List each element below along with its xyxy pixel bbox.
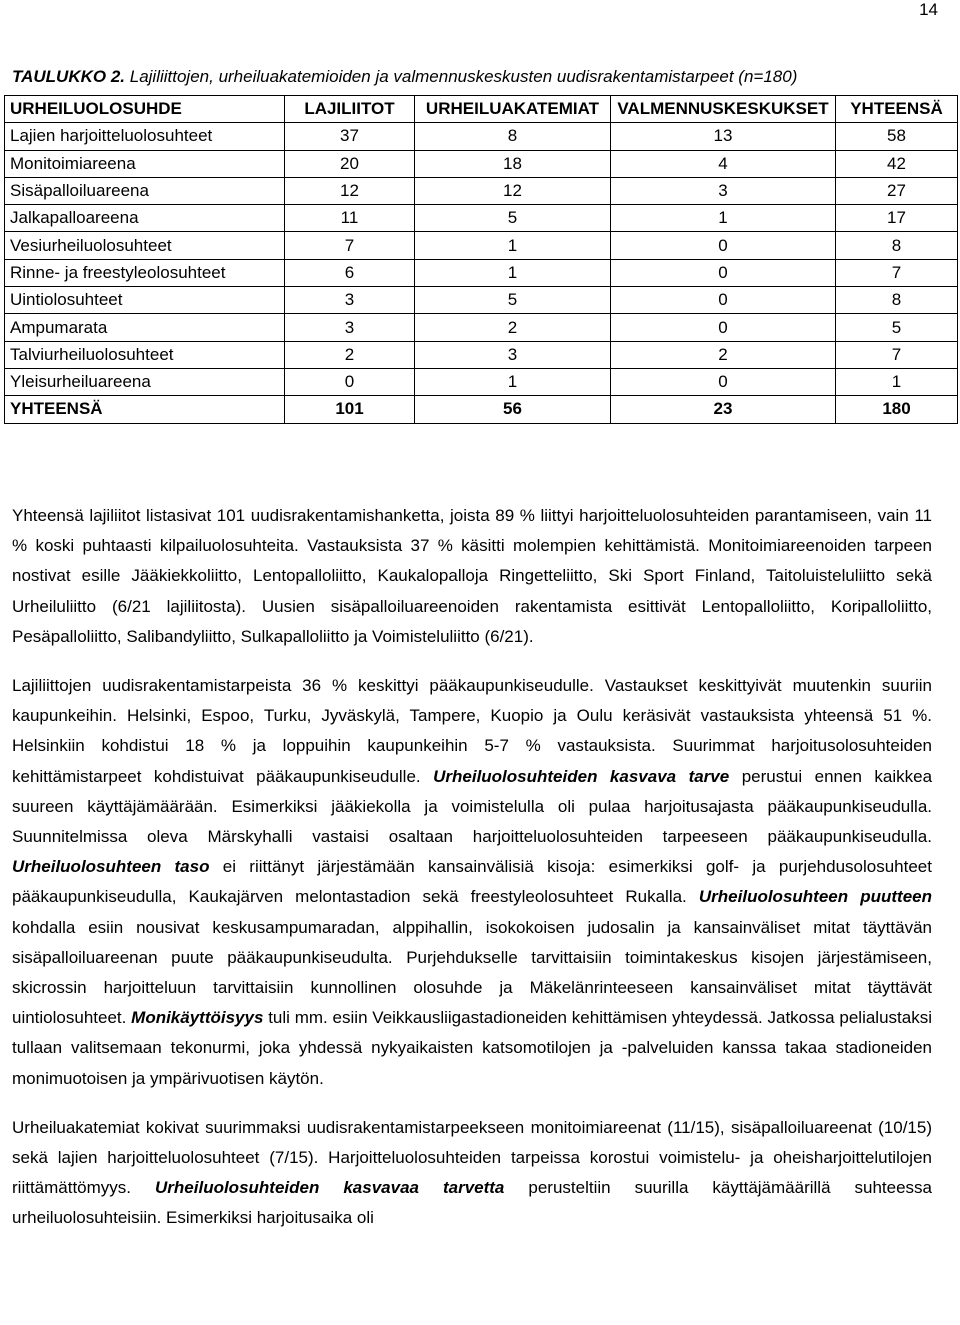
table-caption-text: Lajiliittojen, urheiluakatemioiden ja valmennuskeskusten uudisrakentamistarpeet (n=180) <box>125 67 798 86</box>
table-cell: 6 <box>285 259 415 286</box>
table-row <box>5 232 958 259</box>
row-label: Yleisurheiluareena <box>5 368 285 395</box>
table-cell: 5 <box>415 205 611 232</box>
table-cell: 3 <box>285 287 415 314</box>
table-cell: 37 <box>285 123 415 150</box>
table-cell: 1 <box>415 259 611 286</box>
emphasis-facility-lack: Urheiluolosuhteen puutteen <box>698 887 932 907</box>
table-cell: 8 <box>836 287 958 314</box>
paragraph-1: Yhteensä lajiliitot listasivat 101 uudisrakentamishanketta, joista 89 % liittyi harjoitteluolosuhteiden parantamiseen, vain 11 % koski puhtaasti kilpailuolosuhteita. Vastauksista 37 % käsitti molempien kehittämistä. Monitoimiareenoiden tarpeen nostivat esille Jääkiekkoliitto, Lentopalloliitto, Kaukalopalloja Ringetteliitto, Ski Sport Finland, Taitoluisteluliitto sekä Urheiluliitto (6/21 lajiliitosta). Uusien sisäpalloiluareenoiden rakentamista esittivät Lentopalloliitto, Koripalloliitto, Pesäpalloliitto, Salibandyliitto, Sulkapalloliitto ja Voimisteluliitto (6/21). <box>12 506 932 646</box>
emphasis-growing-need: Urheiluolosuhteiden kasvavaa tarvetta <box>155 1178 505 1198</box>
emphasis-facility-level: Urheiluolosuhteen taso <box>12 857 210 877</box>
paragraph-3-text: Urheiluakatemiat kokivat suurimmaksi uudisrakentamistarpeekseen monitoimiareenat (11/15), sisäpalloiluareenat (10/15) sekä lajien harjoitteluolosuhteet (7/15). Harjoitteluolosuhteiden tarpeissa korostui voimistelu- ja oheisharjoittelutilojen riittämättömyys. <box>12 1117 932 1198</box>
page-number: 14 <box>919 0 938 19</box>
table-cell: 12 <box>285 177 415 204</box>
table-cell: 0 <box>611 314 836 341</box>
table-row <box>5 287 958 314</box>
row-label: Ampumarata <box>5 314 285 341</box>
table-cell: 7 <box>836 341 958 368</box>
table-caption-label: TAULUKKO 2. <box>12 67 126 86</box>
row-label: Sisäpalloiluareena <box>5 177 285 204</box>
table-cell: 4 <box>611 150 836 177</box>
table-cell: 3 <box>415 341 611 368</box>
row-label: Jalkapalloareena <box>5 205 285 232</box>
table-cell: 3 <box>285 314 415 341</box>
paragraph-3-text: perusteltiin suurilla käyttäjämäärillä suhteessa urheiluolosuhteisiin. Esimerkiksi harjoitusaika oli <box>12 1178 933 1228</box>
paragraph-2-text: perustui ennen kaikkea suureen käyttäjämäärään. Esimerkiksi jääkiekolla ja voimistelulla oli pulaa harjoitusajasta pääkaupunkiseudulla. Suunnitelmissa oleva Märskyhalli vastaisi osaltaan harjoitteluolosuhteiden tarpeeseen pääkaupunkiseudulla. <box>12 766 933 847</box>
paragraph-2 <box>12 671 932 1094</box>
table-cell: 1 <box>611 205 836 232</box>
column-header: YHTEENSÄ <box>836 96 958 123</box>
table-cell: 7 <box>285 232 415 259</box>
table-cell: 18 <box>415 150 611 177</box>
table-cell: 0 <box>285 368 415 395</box>
table-cell: 11 <box>285 205 415 232</box>
table-cell: 20 <box>285 150 415 177</box>
table-cell: 42 <box>836 150 958 177</box>
table-cell: 2 <box>285 341 415 368</box>
table-cell: 5 <box>836 314 958 341</box>
total-cell: 23 <box>611 396 836 423</box>
table-cell: 1 <box>836 368 958 395</box>
body-text <box>12 501 932 1234</box>
table-row <box>5 123 958 150</box>
table-cell: 8 <box>836 232 958 259</box>
row-label: Talviurheiluolosuhteet <box>5 341 285 368</box>
paragraph-2-text: ei riittänyt järjestämään kansainvälisiä kisoja: esimerkiksi golf- ja purjehdusolosuhteet pääkaupunkiseudulla, Kaukajärven melontastadion sekä freestyleolosuhteet Rukalla. <box>12 857 932 907</box>
table-cell: 0 <box>611 232 836 259</box>
paragraph-2-text: kohdalla esiin nousivat keskusampumaradan, alppihallin, isokokoisen judosalin ja kansainväliset mitat täyttävän sisäpalloiluareenan puute pääkaupunkiseudulta. Purjehdukselle tarvittaisiin toimintakeskus kisojen järjestämiseen, skicrossin harjoitteluun tarvittaisiin kunnollinen olosuhde ja Mäkelänrinteeseen kansainväliset mitat täyttävät uintiolosuhteet. <box>12 917 932 1028</box>
table-cell: 2 <box>415 314 611 341</box>
emphasis-multi-use: Monikäyttöisyys <box>131 1008 264 1028</box>
column-header: URHEILUAKATEMIAT <box>415 96 611 123</box>
table-cell: 27 <box>836 177 958 204</box>
total-cell: 180 <box>836 396 958 423</box>
total-cell: 101 <box>285 396 415 423</box>
column-header: URHEILUOLOSUHDE <box>5 96 285 123</box>
table-row <box>5 177 958 204</box>
table-row <box>5 368 958 395</box>
table-cell: 13 <box>611 123 836 150</box>
table-cell: 58 <box>836 123 958 150</box>
table-cell: 8 <box>415 123 611 150</box>
row-label: Lajien harjoitteluolosuhteet <box>5 123 285 150</box>
table-cell: 0 <box>611 287 836 314</box>
paragraph-2-text: Lajiliittojen uudisrakentamistarpeista 36 % keskittyi pääkaupunkiseudulle. Vastaukset keskittyivät muutenkin suuriin kaupunkeihin. Helsinki, Espoo, Turku, Jyväskylä, Tampere, Kuopio ja Oulu keräsivät vastauksista yhteensä 51 %. Helsinkiin kohdistui 18 % ja loppuihin kaupunkeihin 5-7 % vastauksista. Suurimmat harjoitusolosuhteiden kehittämistarpeet kohdistuivat pääkaupunkiseudulle. <box>12 676 932 786</box>
table-cell: 1 <box>415 232 611 259</box>
table-cell: 17 <box>836 205 958 232</box>
table-cell: 0 <box>611 368 836 395</box>
table-cell: 1 <box>415 368 611 395</box>
paragraph-2-text: tuli mm. esiin Veikkausliigastadioneiden kehittämisen yhteydessä. Jatkossa pelialustaksi tullaan valitsemaan tekonurmi, joka yhdessä nykyaikaisten katsomotilojen ja -palveluiden kanssa takaa stadioneiden monimuotoisen ja ympärivuotisen käytön. <box>12 1008 932 1088</box>
emphasis-growing-need: Urheiluolosuhteiden kasvava tarve <box>433 766 730 786</box>
facility-needs-table <box>4 95 958 424</box>
table-row <box>5 314 958 341</box>
table-header-row <box>5 96 958 123</box>
table-row <box>5 341 958 368</box>
table-cell: 0 <box>611 259 836 286</box>
table-row <box>5 259 958 286</box>
total-label: YHTEENSÄ <box>5 396 285 423</box>
table-caption <box>12 66 952 88</box>
table-cell: 5 <box>415 287 611 314</box>
row-label: Rinne- ja freestyleolosuhteet <box>5 259 285 286</box>
table-cell: 2 <box>611 341 836 368</box>
row-label: Uintiolosuhteet <box>5 287 285 314</box>
table-cell: 3 <box>611 177 836 204</box>
table-cell: 7 <box>836 259 958 286</box>
table-row <box>5 150 958 177</box>
row-label: Monitoimiareena <box>5 150 285 177</box>
table-total-row <box>5 396 958 423</box>
row-label: Vesiurheiluolosuhteet <box>5 232 285 259</box>
table-row <box>5 205 958 232</box>
total-cell: 56 <box>415 396 611 423</box>
column-header: LAJILIITOT <box>285 96 415 123</box>
table-cell: 12 <box>415 177 611 204</box>
paragraph-3 <box>12 1113 932 1234</box>
column-header: VALMENNUSKESKUKSET <box>611 96 836 123</box>
